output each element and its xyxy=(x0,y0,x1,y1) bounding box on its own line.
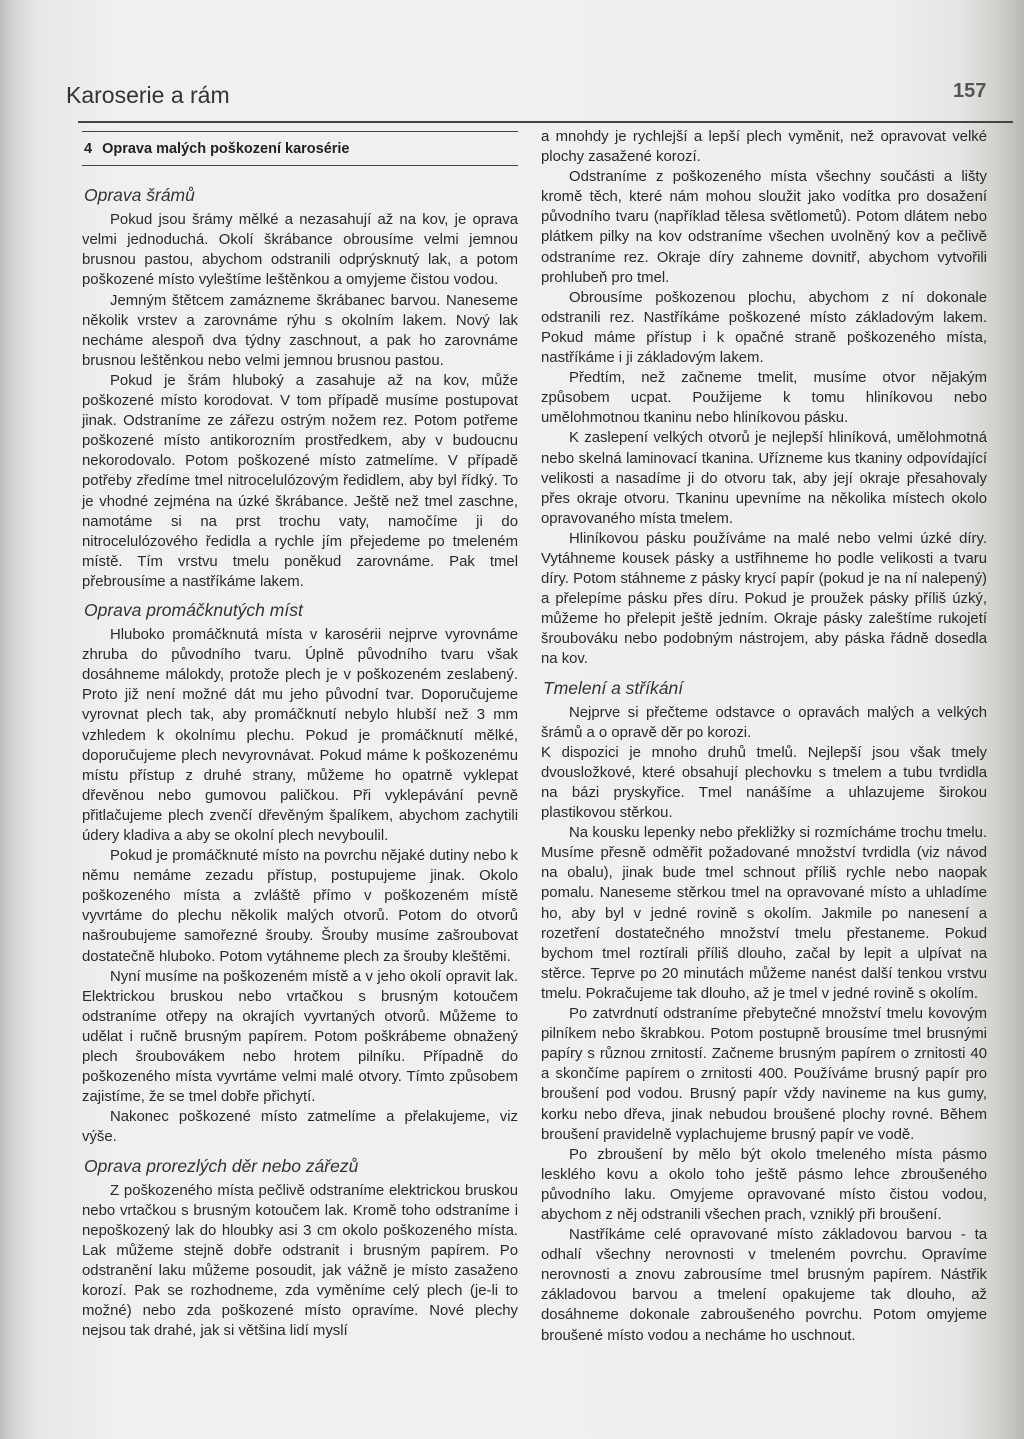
running-header-title: Karoserie a rám xyxy=(66,82,230,108)
paragraph: a mnohdy je rychlejší a lepší plech vyměnit, než opravovat velké plochy zasažené korozí. xyxy=(541,129,987,166)
paragraph: Hluboko promáčknutá místa v karosérii nejprve vyrovnáme zhruba do původního tvaru. Úplně původního tvaru však dosáhneme málokdy, protože plech je v poškozeném zeslabený. Proto již není možné dát mu jeho původní tvar. Doporučujeme vyrovnat plech tak, aby promáčknutí nebylo hlubší než 3 mm vzhledem k okolnímu plechu. Pokud je promáčknutí mělké, doporučujeme plech nevyrovnávat. Pokud máme k poškozenému místu přístup z druhé strany, můžeme ho opatrně vyklepat dřevěnou nebo gumovou paličkou. Při vyklepávání pevně přitlačujeme plech zvenčí dřevěným špalíkem, abychom zachytili údery kladiva a aby se okolní plech nevyboulil. xyxy=(82,627,518,844)
paragraph: Pokud jsou šrámy mělké a nezasahují až na kov, je oprava velmi jednoduchá. Okolí škrábance obrousíme velmi jemnou brusnou pastou, abychom odstranili odprýsknutý lak, a potom poškozené místo vyleštíme leštěnkou a omyjeme čistou vodou. xyxy=(82,212,518,289)
right-column xyxy=(541,127,987,1346)
header-rule xyxy=(78,121,1013,123)
paragraph: Z poškozeného místa pečlivě odstraníme elektrickou bruskou nebo vrtačkou s brusným kotoučem lak. Kromě toho odstraníme i nepoškozený lak do hloubky asi 3 cm okolo poškozeného místa. Lak můžeme stejně dobře odstranit i brusným papírem. Po odstranění laku můžeme posoudit, jak vážně je místo zasaženo korozí. Pak se rozhodneme, zda vyměníme celý plech (je-li to možné) nebo zda poškozené místo opravíme. Nové plechy nejsou tak drahé, jak si většina lidí myslí xyxy=(82,1182,518,1340)
paragraph: K zaslepení velkých otvorů je nejlepší hliníková, umělohmotná nebo skelná laminovací tkanina. Uřízneme kus tkaniny odpovídající velikosti a nasadíme ji do otvoru tak, aby její okraje přesahovaly přes okraje otvoru. Tkaninu upevníme na několika místech okolo opravovaného místa tmelem. xyxy=(541,430,987,527)
chapter-number: 4 xyxy=(84,141,93,157)
paragraph: Obrousíme poškozenou plochu, abychom z ní dokonale odstranili rez. Nastříkáme poškozené místo základovým lakem. Pokud máme přístup i k opačné straně poškozeného místa, nastříkáme i ji základovým lakem. xyxy=(541,289,987,367)
paragraph: Předtím, než začneme tmelit, musíme otvor nějakým způsobem ucpat. Použijeme k tomu hliníkovou nebo umělohmotnou tkaninu nebo hliníkovou pásku. xyxy=(541,370,987,427)
chapter-heading xyxy=(82,131,518,166)
paragraph: Po zatvrdnutí odstraníme přebytečné množství tmelu kovovým pilníkem nebo škrabkou. Potom postupně brousíme tmel brusnými papíry s různou zrnitostí. Začneme brusným papírem o zrnitosti 40 a skončíme papírem o zrnitosti 400. Používáme brusný papír pro broušení pod vodou. Brusný papír vždy navineme na kus gumy, korku nebo dřeva, jinak nebudou broušené plochy rovné. Během broušení pravidelně vyplachujeme brusný papír ve vodě. xyxy=(541,1006,987,1143)
paragraph: Nejprve si přečteme odstavce o opravách malých a velkých šrámů a o opravě děr po korozi. xyxy=(541,704,987,741)
paragraph: Po zbroušení by mělo být okolo tmeleného místa pásmo lesklého kovu a okolo toho ještě pásmo lehce zbroušeného původního laku. Omyjeme opravované místo čistou vodou, abychom z něj odstranili všechen prach, vzniklý při broušení. xyxy=(541,1146,987,1223)
paragraph: Nyní musíme na poškozeném místě a v jeho okolí opravit lak. Elektrickou bruskou nebo vrtačkou s brusným kotoučem odstraníme otřepy na okrajích vyvrtaných otvorů. Můžeme to udělat i ručně brusným papírem. Potom poškrábeme obnažený plech šroubovákem nebo hrotem pilníku. Případně do poškozeného místa vyvrtáme velmi malé otvory. Tímto způsobem zajistíme, že se tmel dobře přichytí. xyxy=(82,968,518,1106)
page-number: 157 xyxy=(953,80,987,102)
section-heading: Oprava prorezlých děr nebo zářezů xyxy=(84,1155,359,1176)
paragraph: Na kousku lepenky nebo překližky si rozmícháme trochu tmelu. Musíme přesně odměřit požadované množství tvrdidla (viz návod na obalu), jinak bude tmel schnout příliš rychle nebo naopak pomalu. Naneseme stěrkou tmel na opravované místo a uhladíme ho, aby byl v jedné rovině s okolím. Jakmile po nanesení a rozetření dostatečného množství tmelu přestaneme. Pokud bychom tmel roztírali příliš dlouho, začal by lepit a ulpívat na stěrce. Teprve po 20 minutách můžeme nanést další tenkou vrstvu tmelu. Pokračujeme tak dlouho, až je tmel v jedné rovině s okolím. xyxy=(541,825,987,1002)
paragraph: Pokud je šrám hluboký a zasahuje až na kov, může poškozené místo korodovat. V tom případě musíme postupovat jinak. Odstraníme ze zářezu ostrým nožem rez. Potom potřeme poškozené místo antikorozním prostředkem, aby v budoucnu nekorodovalo. Potom poškozené místo zatmelíme. V případě potřeby zředíme tmel nitrocelulózovým ředidlem, aby byl řídký. To je vhodné zejména na úzké škrábance. Ještě než tmel zaschne, namotáme si na prst trochu vaty, namočíme ji do nitrocelulózového ředidla a rychle jím přejedeme po tmeleném místě. Tím vrstvu tmelu poněkud zarovnáme. Pak tmel přebrousíme a nastříkáme lakem. xyxy=(82,372,518,590)
paragraph: Hliníkovou pásku používáme na malé nebo velmi úzké díry. Vytáhneme kousek pásky a ustřihneme ho podle velikosti a tvaru díry. Potom stáhneme z pásky krycí papír (pokud je na ní nalepený) a přelepíme pásku přes díru. Pokud je proužek pásky příliš úzký, můžeme ho přelepit ještě jedním. Okraje pásky zaleštíme rukojetí šroubováku nebo podobným nástrojem, aby páska řádně dosedla na kov. xyxy=(541,530,987,668)
chapter-title: Oprava malých poškození karosérie xyxy=(102,141,350,157)
section-heading: Oprava promáčknutých míst xyxy=(84,599,303,620)
paragraph: Pokud je promáčknuté místo na povrchu nějaké dutiny nebo k němu nemáme zezadu přístup, postupujeme jinak. Okolo poškozeného místa a zvláště přímo v poškozeném místě vyvrtáme do plechu několik malých otvorů. Potom do otvorů našroubujeme samořezné šrouby. Šrouby musíme zašroubovat dostatečně hluboko. Potom vytáhneme plech za šrouby kleštěmi. xyxy=(82,848,518,965)
paragraph: K dispozici je mnoho druhů tmelů. Nejlepší jsou však tmely dvousložkové, které obsahují plechovku s tmelem a tubu tvrdidla na bázi pryskyřice. Tmel nanášíme a uhlazujeme širokou plastikovou stěrkou. xyxy=(541,744,987,822)
left-column xyxy=(82,131,518,1341)
paragraph: Odstraníme z poškozeného místa všechny součásti a lišty kromě těch, které nám mohou sloužit jako vodítka pro dosažení původního tvaru (například tělesa světlometů). Potom dlátem nebo plátkem pilky na kov odstraníme všechen uvolněný kov a pečlivě odstraníme rez. Okraje díry zahneme dovnitř, abychom vytvořili prohlubeň pro tmel. xyxy=(541,169,987,286)
paragraph: Nakonec poškozené místo zatmelíme a přelakujeme, viz výše. xyxy=(82,1109,518,1146)
section-heading: Tmelení a stříkání xyxy=(543,677,684,698)
paragraph: Nastříkáme celé opravované místo základovou barvou - ta odhalí všechny nerovnosti v tmeleném povrchu. Opravíme nerovnosti a znovu zabrousíme tmel brusným papírem. Nástřik základovou barvou a tmelení opakujeme tak dlouho, až dosáhneme dokonale zabroušeného povrchu. Potom omyjeme broušené místo vodou a necháme ho uschnout. xyxy=(541,1227,987,1344)
paragraph: Jemným štětcem zamázneme škrábanec barvou. Naneseme několik vrstev a zarovnáme rýhu s okolním lakem. Nový lak necháme alespoň dva týdny zaschnout, a pak ho zarovnáme brusnou leštěnkou nebo velmi jemnou brusnou pastou. xyxy=(82,292,518,369)
section-heading: Oprava šrámů xyxy=(84,185,195,206)
